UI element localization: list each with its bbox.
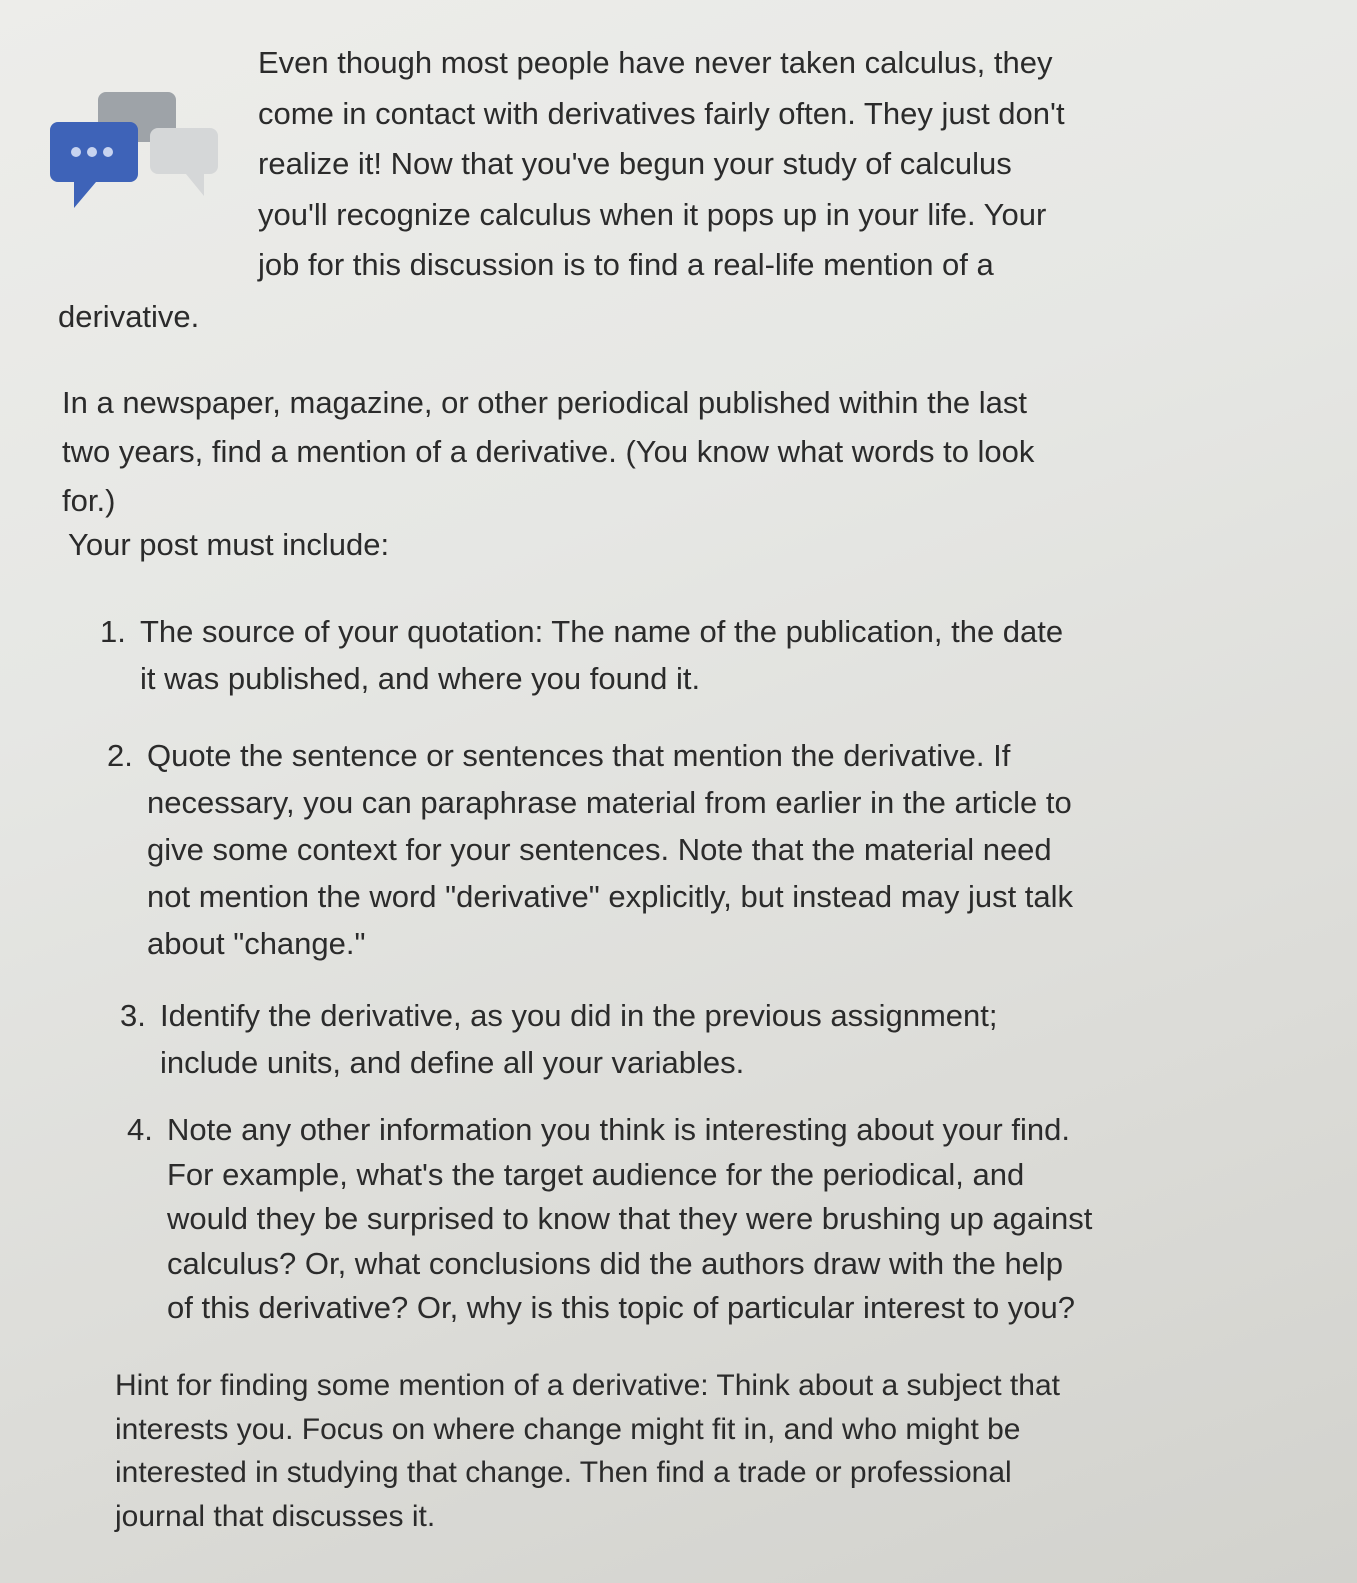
hint-paragraph: Hint for finding some mention of a derivative: Think about a subject that interests you. Focus on where change might fit in, and who might be interested in studying that change. Then find a trade or professional journal that discusses it. <box>115 1369 1060 1533</box>
requirement-number: 1. <box>100 614 126 649</box>
discussion-chat-bubbles-icon <box>48 88 224 218</box>
requirement-text: Quote the sentence or sentences that mention the derivative. If necessary, you can paraphrase material from earlier in the article to give some context for your sentences. Note that the material need not mention the word "derivative" explicitly, but instead may just talk about "change." <box>147 738 1074 961</box>
intro-paragraph-tail: derivative. <box>58 299 200 334</box>
back-bubble-shadow-icon <box>150 128 218 196</box>
requirement-text: Identify the derivative, as you did in the previous assignment; include units, and define all your variables. <box>160 998 998 1080</box>
requirement-number: 3. <box>120 998 146 1033</box>
instruction-paragraph: In a newspaper, magazine, or other periodical published within the last two years, find a mention of a derivative. (You know what words to look for.) <box>62 385 1035 518</box>
requirement-number: 2. <box>107 738 133 773</box>
requirement-number: 4. <box>127 1112 153 1147</box>
requirement-item-2 <box>107 732 1077 967</box>
requirement-item-4 <box>127 1108 1097 1331</box>
dot-icon <box>103 147 113 157</box>
post-requirements-heading: Your post must include: <box>68 527 390 562</box>
requirement-item-1 <box>100 608 1070 702</box>
intro-paragraph: Even though most people have never taken calculus, they come in contact with derivatives fairly often. They just don't realize it! Now that you've begun your study of calculus you'll recognize calculus when it pops up in your life. Your job for this discussion is to find a real-life mention of a <box>258 45 1065 282</box>
front-bubble-icon <box>50 122 138 208</box>
requirement-text: Note any other information you think is interesting about your find. For example, what's the target audience for the periodical, and would they be surprised to know that they were brushing up against calculus? Or, what conclusions did the authors draw with the help of this derivative? Or, why is this topic of particular interest to you? <box>167 1112 1093 1325</box>
dot-icon <box>71 147 81 157</box>
requirement-text: The source of your quotation: The name of the publication, the date it was published, and where you found it. <box>140 614 1064 696</box>
dot-icon <box>87 147 97 157</box>
requirement-item-3 <box>120 992 1090 1086</box>
